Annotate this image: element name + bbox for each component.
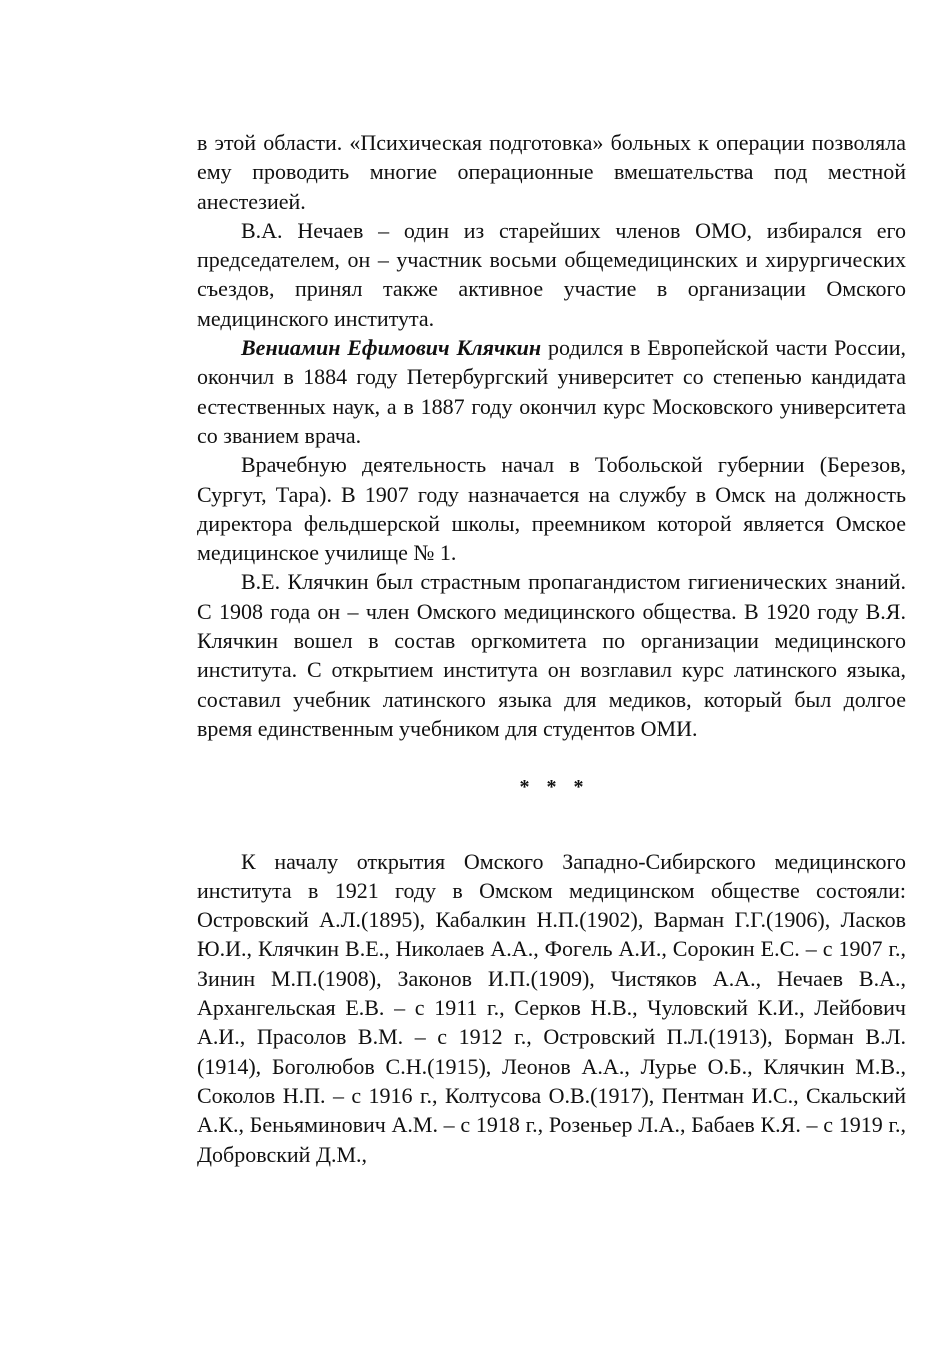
- paragraph-1: в этой области. «Психическая подготовка» больных к операции позволяла ему проводить многие операционные вмешательства под местной анестезией.: [197, 130, 906, 214]
- page-body: [197, 128, 906, 1169]
- paragraph-4: Врачебную деятельность начал в Тобольской губернии (Березов, Сургут, Тара). В 1907 году назначается на службу в Омск на должность директора фельдшерской школы, преемником которой является Омское медицинское училище № 1.: [197, 452, 906, 566]
- section-separator: * * *: [519, 776, 590, 799]
- paragraph-6: К началу открытия Омского Западно-Сибирского медицинского института в 1921 году в Омском медицинском обществе состояли: Островский А.Л.(1895), Кабалкин Н.П.(1902), Варман Г.Г.(1906), Ласков Ю.И., Клячкин В.Е., Николаев А.А., Фогель А.И., Сорокин Е.С. – с 1907 г., Зинин М.П.(1908), Законов И.П.(1909), Чистяков А.А., Нечаев В.А., Архангельская Е.В. – с 1911 г., Серков Н.В., Чуловский К.И., Лейбович А.И., Прасолов В.М. – с 1912 г., Островский П.Л.(1913), Борман В.Л.(1914), Боголюбов С.Н.(1915), Леонов А.А., Лурье О.Б., Клячкин М.В., Соколов Н.П. – с 1916 г., Колтусова О.В.(1917), Пентман И.С., Скальский А.К., Беньяминович А.М. – с 1918 г., Розеньер Л.А., Бабаев К.Я. – с 1919 г., Добровский Д.М.,: [197, 848, 906, 1167]
- paragraph-2: В.А. Нечаев – один из старейших членов ОМО, избирался его председателем, он – участник восьми общемедицинских и хирургических съездов, принял также активное участие в организации Омского медицинского института.: [197, 217, 906, 331]
- paragraph-5: В.Е. Клячкин был страстным пропагандистом гигиенических знаний. С 1908 года он – член Омского медицинского общества. В 1920 году В.Я. Клячкин вошел в состав оргкомитета по организации медицинского института. С открытием института он возглавил курс латинского языка, составил учебник латинского языка для медиков, который был долгое время единственным учебником для студентов ОМИ.: [197, 569, 906, 741]
- paragraph-3: [197, 333, 906, 450]
- person-name: Вениамин Ефимович Клячкин: [241, 335, 542, 361]
- paragraph-3-text: родился в Европейской части России, окончил в 1884 году Петербургский университет со степенью кандидата естественных наук, а в 1887 году окончил курс Московского университета со званием врача.: [197, 335, 906, 448]
